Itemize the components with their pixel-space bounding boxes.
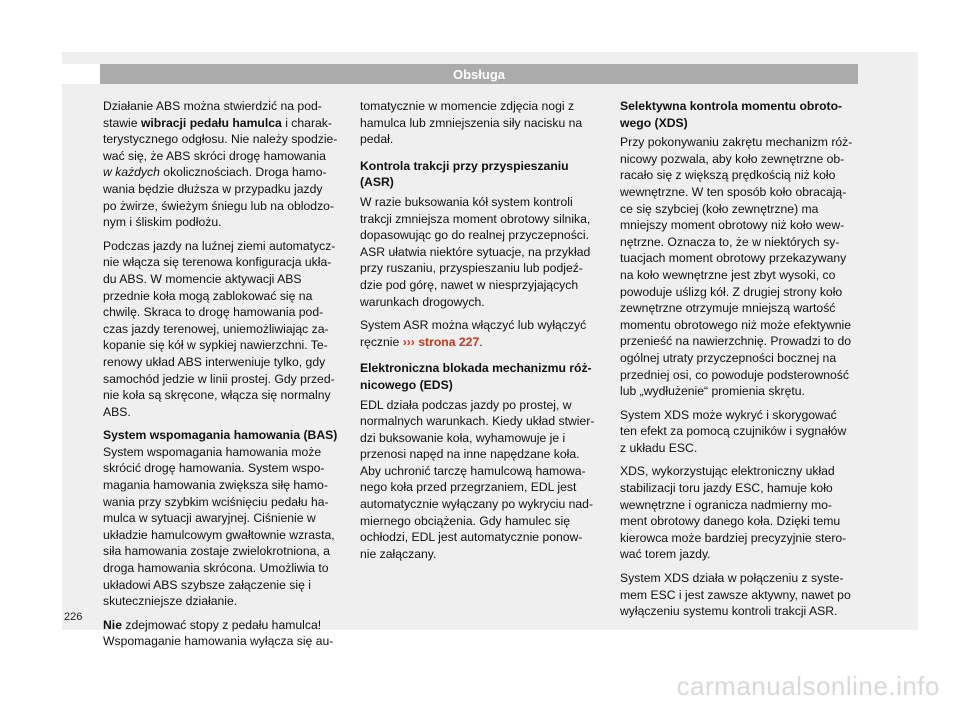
section-heading: Elektroniczna blokada mechanizmu róż- nicowego (EDS) xyxy=(360,361,592,392)
section-heading: System wspomagania hamowania (BAS) xyxy=(103,428,338,443)
paragraph: W razie buksowania kół system kontroli trakcji zmniejsza moment obrotowy silnika, dopasowując go do realnej przyczepności. ASR ułatwia niektóre sytuacje, na przykład przy ruszaniu, przyspieszaniu lub podjeź- dzie pod górę, nawet w niesprzyjających warunkach drogowych. xyxy=(360,194,591,309)
text: zdejmować stopy z pedału hamulca! Wspomaganie hamowania wyłącza się au- xyxy=(103,617,334,649)
page-reference-link[interactable]: ››› strona 227 xyxy=(402,334,480,349)
text: Działanie ABS można stwierdzić na pod- stawie xyxy=(103,99,322,130)
text-column-2 xyxy=(360,98,610,569)
emphasis: wibracji pedału hamulca xyxy=(140,115,282,130)
paragraph: System wspomagania hamowania może skrócić drogę hamowania. System wspo- magania hamowania zwiększa siłę hamo- wania przy szybkim wciśnięciu pedału ha- mulca w sytuacji awaryjnej. Ciśnienie w układzie hamulcowym gwałtownie wzrasta, siła hamowania zostaje zwielokrotniona, a droga hamowania skrócona. Umożliwia to układowi ABS szybsze załączenie się i skuteczniejsze działanie. xyxy=(103,444,335,609)
page-number: 226 xyxy=(64,611,83,623)
paragraph: System XDS działa w połączeniu z syste- mem ESC i jest zawsze aktywny, nawet po wyłączeniu systemu kontroli trakcji ASR. xyxy=(620,571,851,619)
paragraph: Podczas jazdy na luźnej ziemi automatycz- nie włącza się terenowa konfiguracja ukła- du ABS. W momencie aktywacji ABS przednie koła mogą zablokować się na chwilę. Skraca to drogę hamowania pod- czas jazdy terenowej, uniemożliwiając za- kopanie się kół w sypkiej nawierzchni. Te- renowy układ ABS interweniuje tylko, gdy samochód jedzie w linii prostej. Gdy przed- nie koła są skręcone, włącza się normalny ABS. xyxy=(103,238,336,419)
text: i charak- terystycznego odgłosu. Nie należy spodzie- wać się, że ABS skróci drogę hamowania xyxy=(103,115,338,163)
watermark: carmanualsonline.info xyxy=(676,671,940,701)
text: . xyxy=(479,334,483,349)
paragraph: EDL działa podczas jazdy po prostej, w normalnych warunkach. Kiedy układ stwier- dzi buksowanie koła, wyhamowuje je i przenosi napęd na inne napędzane koła. Aby uchronić tarczę hamulcową hamowa- nego koła przed przegrzaniem, EDL jest automatycznie wyłączany po wykryciu nad- miernego obciążenia. Gdy hamulec się ochłodzi, EDL jest automatycznie ponow- nie załączany. xyxy=(360,397,595,561)
section-title: Obsługa xyxy=(452,66,505,82)
text-column-1 xyxy=(103,98,353,657)
paragraph xyxy=(103,98,353,231)
section-heading: Selektywna kontrola momentu obroto- wego (XDS) xyxy=(620,99,843,130)
text-column-3 xyxy=(620,98,870,627)
paragraph xyxy=(360,317,610,350)
emphasis: Nie xyxy=(103,617,122,632)
paragraph: tomatycznie w momencie zdjęcia nogi z hamulca lub zmniejszenia siły nacisku na pedał. xyxy=(360,99,583,147)
section-header xyxy=(100,64,858,84)
section-heading: Kontrola trakcji przy przyspieszaniu (ASR) xyxy=(360,158,569,190)
text: System ASR można włączyć lub wyłączyć ręcznie xyxy=(360,318,587,349)
paragraph: Przy pokonywaniu zakrętu mechanizm róż- nicowy pozwala, aby koło zewnętrzne ob- racało się z większą prędkością niż koło wewnętrzne. W ten sposób koło obracają- ce się szybciej (koło zewnętrzne) ma mniejszy moment obrotowy niż koło wew- nętrzne. Oznacza to, że w niektórych sy- tuacjach moment obrotowy przekazywany na koło wewnętrzne jest zbyt wysoki, co powoduje uślizg kół. Z drugiej strony koło zewnętrzne otrzymuje mniejszą wartość momentu obrotowego niż może efektywnie przenieść na nawierzchnię. Prowadzi to do ogólnej utraty przyczepności bocznej na przedniej osi, co powoduje podsterowność lub „wydłużenie“ promienia skrętu. xyxy=(620,135,853,399)
header-gap xyxy=(62,64,100,84)
paragraph xyxy=(103,617,353,650)
text: okolicznościach. Droga hamo- wania będzie dłuższa w przypadku jazdy po żwirze, świeżym śniegu lub na oblodzo- nym i śliskim podłożu. xyxy=(103,165,334,230)
emphasis: w każdych xyxy=(103,165,160,180)
paragraph: System XDS może wykryć i skorygować ten efekt za pomocą czujników i sygnałów z układu ESC. xyxy=(620,407,847,455)
paragraph: XDS, wykorzystując elektroniczny układ stabilizacji toru jazdy ESC, hamuje koło wewnętrzne i ogranicza nadmierny mo- ment obrotowy danego koła. Dzięki temu kierowca może bardziej precyzyjnie stero- wać torem jazdy. xyxy=(620,464,847,562)
